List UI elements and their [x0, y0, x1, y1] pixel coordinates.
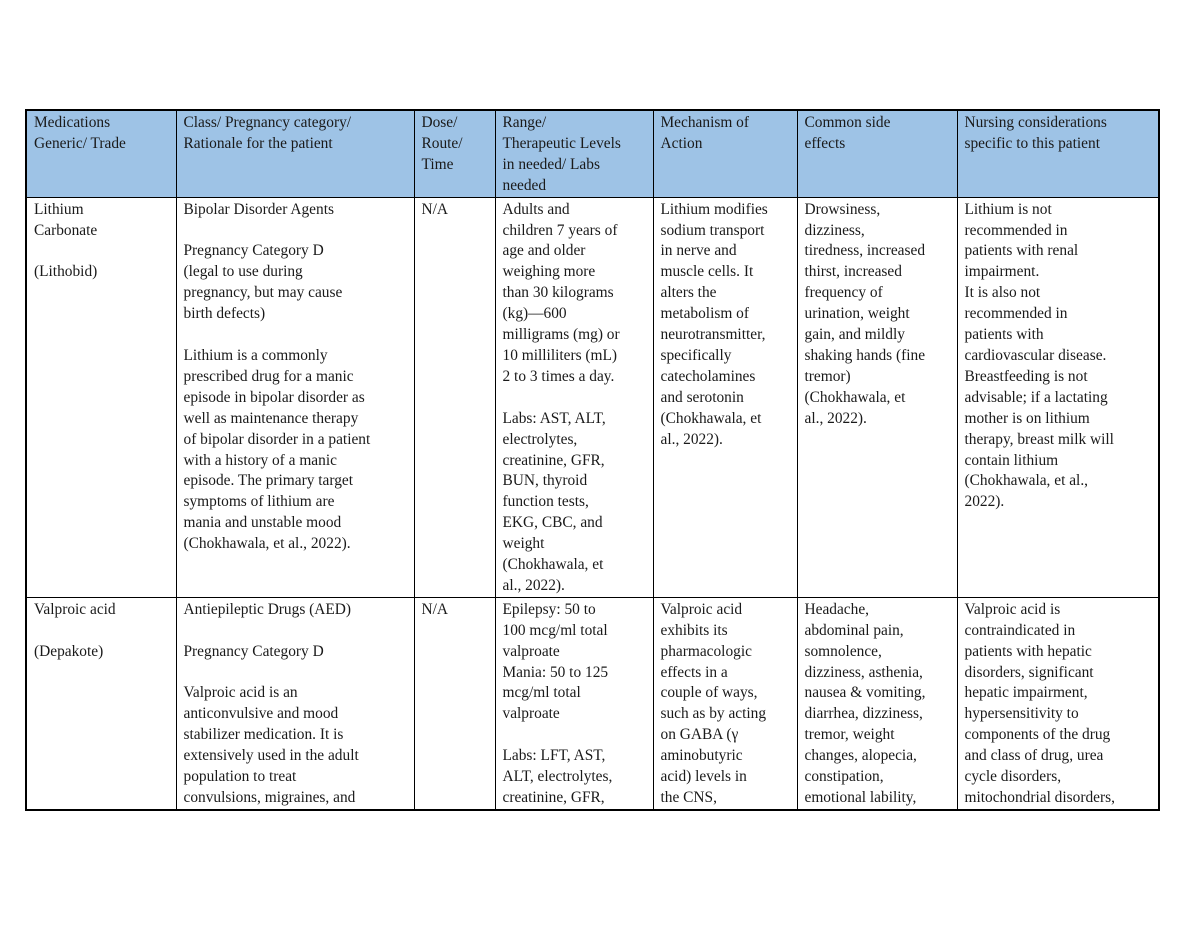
header-dose-route-time: Dose/ Route/ Time: [414, 110, 495, 197]
cell-mechanism: Valproic acid exhibits its pharmacologic effects in a couple of ways, such as by acting on GABA (γ aminobutyric acid) levels in the CNS,: [653, 597, 797, 810]
cell-range-labs: Epilepsy: 50 to 100 mcg/ml total valproate Mania: 50 to 125 mcg/ml total valproate Labs: LFT, AST, ALT, electrolytes, creatinine, GFR,: [495, 597, 653, 810]
cell-class-pregnancy: Antiepileptic Drugs (AED) Pregnancy Category D Valproic acid is an anticonvulsive and mood stabilizer medication. It is extensively used in the adult population to treat convulsions, migraines, and: [176, 597, 414, 810]
cell-nursing-considerations: Lithium is not recommended in patients with renal impairment. It is also not recommended in patients with cardiovascular disease. Breastfeeding is not advisable; if a lactating mother is on lithium therapy, breast milk will contain lithium (Chokhawala, et al., 2022).: [957, 197, 1159, 597]
cell-medication-name: Lithium Carbonate (Lithobid): [26, 197, 176, 597]
cell-nursing-considerations: Valproic acid is contraindicated in patients with hepatic disorders, significant hepatic impairment, hypersensitivity to components of the drug and class of drug, urea cycle disorders, mitochondrial disorders,: [957, 597, 1159, 810]
table-row: [26, 197, 1159, 597]
cell-side-effects: Drowsiness, dizziness, tiredness, increased thirst, increased frequency of urination, weight gain, and mildly shaking hands (fine tremor) (Chokhawala, et al., 2022).: [797, 197, 957, 597]
header-mechanism: Mechanism of Action: [653, 110, 797, 197]
table-header-row: [26, 110, 1159, 197]
header-nursing-considerations: Nursing considerations specific to this patient: [957, 110, 1159, 197]
cell-mechanism: Lithium modifies sodium transport in nerve and muscle cells. It alters the metabolism of neurotransmitter, specifically catecholamines and serotonin (Chokhawala, et al., 2022).: [653, 197, 797, 597]
table-row: [26, 597, 1159, 810]
header-medications: Medications Generic/ Trade: [26, 110, 176, 197]
header-range-labs: Range/ Therapeutic Levels in needed/ Labs needed: [495, 110, 653, 197]
cell-range-labs: Adults and children 7 years of age and older weighing more than 30 kilograms (kg)—600 milligrams (mg) or 10 milliliters (mL) 2 to 3 times a day. Labs: AST, ALT, electrolytes, creatinine, GFR, BUN, thyroid function tests, EKG, CBC, and weight (Chokhawala, et al., 2022).: [495, 197, 653, 597]
cell-dose: N/A: [414, 197, 495, 597]
header-side-effects: Common side effects: [797, 110, 957, 197]
cell-medication-name: Valproic acid (Depakote): [26, 597, 176, 810]
medication-table: [25, 109, 1160, 811]
cell-dose: N/A: [414, 597, 495, 810]
cell-class-pregnancy: Bipolar Disorder Agents Pregnancy Category D (legal to use during pregnancy, but may cause birth defects) Lithium is a commonly prescribed drug for a manic episode in bipolar disorder as well as maintenance therapy of bipolar disorder in a patient with a history of a manic episode. The primary target symptoms of lithium are mania and unstable mood (Chokhawala, et al., 2022).: [176, 197, 414, 597]
cell-side-effects: Headache, abdominal pain, somnolence, dizziness, asthenia, nausea & vomiting, diarrhea, dizziness, tremor, weight changes, alopecia, constipation, emotional lability,: [797, 597, 957, 810]
header-class-pregnancy: Class/ Pregnancy category/ Rationale for the patient: [176, 110, 414, 197]
